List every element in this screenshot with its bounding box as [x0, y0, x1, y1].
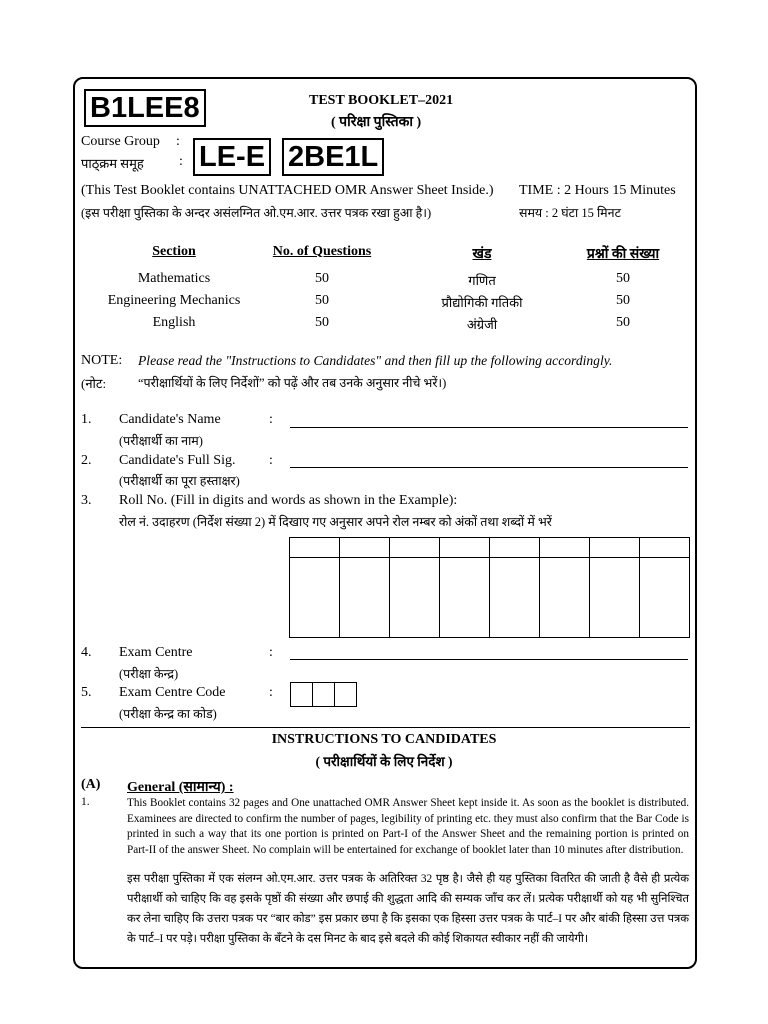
course-group-colon-hindi: :: [179, 154, 183, 169]
instruction-1-text-hindi: इस परीक्षा पुस्तिका में एक संलग्न ओ.एम.आर. उत्तर पत्रक के अतिरिक्त 32 पृष्ठ है। जैसे ही यह पुस्तिका वितरित की जाती है वैसे ही प्रत्येक परीक्षार्थी को चाहिए कि वह इसके पृष्ठों की संख्या और छपाई की शुद्धता आदि की सम्यक जाँच कर लें। प्रत्येक परीक्षार्थी को यह भी सुनिश्चित कर लेना चाहिए कि उत्तरा पत्रक पर “बार कोड” इस प्रकार छपा है कि इसका एक हिस्सा उत्तर पत्रक के पार्ट–I पर और बांकी हिस्सा उत्त पत्रक के पार्ट–I पर पड़े। परीक्षा पुस्तिका के बँटने के दस मिनट के बाद इसे बदले की कोई शिकायत स्वीकार नहीं की जायेगी।: [127, 873, 689, 945]
roll-digit-cell[interactable]: [340, 538, 390, 558]
section-a-title: General (सामान्य) :: [127, 780, 234, 795]
roll-digit-cell[interactable]: [540, 538, 590, 558]
instruction-1-number: 1.: [81, 796, 90, 808]
roll-word-cell[interactable]: [590, 558, 640, 638]
sections-row-1-questions: 50: [315, 271, 329, 286]
sections-row-1-prashn: 50: [616, 271, 630, 286]
note-label: NOTE:: [81, 353, 123, 368]
sections-row-2-questions: 50: [315, 293, 329, 308]
centre-code-cell[interactable]: [291, 683, 313, 707]
field-5-number: 5.: [81, 685, 92, 700]
field-1-number: 1.: [81, 412, 92, 427]
roll-word-cell[interactable]: [290, 558, 340, 638]
roll-digit-cell[interactable]: [490, 538, 540, 558]
field-5-colon: :: [269, 685, 273, 700]
roll-word-cell[interactable]: [540, 558, 590, 638]
roll-digit-cell[interactable]: [640, 538, 690, 558]
sections-row-3-questions: 50: [315, 315, 329, 330]
candidate-signature-field[interactable]: [290, 467, 688, 468]
roll-word-cell[interactable]: [440, 558, 490, 638]
course-group-colon: :: [176, 134, 180, 149]
field-4-number: 4.: [81, 645, 92, 660]
time-label-hindi: समय : 2 घंटा 15 मिनट: [519, 206, 621, 220]
sections-row-2-prashn: 50: [616, 293, 630, 308]
field-2-colon: :: [269, 453, 273, 468]
sections-header-prashn: प्रश्नों की संख्या: [586, 247, 660, 262]
sections-row-1-section: Mathematics: [137, 271, 211, 286]
field-5-label: Exam Centre Code: [119, 685, 226, 700]
field-3-label: Roll No. (Fill in digits and words as shown in the Example):: [119, 493, 458, 508]
sections-row-2-khand: प्रौद्योगिकी गतिकी: [441, 295, 523, 310]
course-code-1: LE-E: [193, 138, 271, 176]
time-label: TIME : 2 Hours 15 Minutes: [519, 183, 676, 198]
note-text-hindi: “परीक्षार्थियों के लिए निर्देशों” को पढ़ें और तब उनके अनुसार नीचे भरें।): [138, 376, 447, 390]
exam-centre-field[interactable]: [290, 659, 688, 660]
omr-note: (This Test Booklet contains UNATTACHED OMR Answer Sheet Inside.): [81, 183, 494, 198]
roll-digit-cell[interactable]: [590, 538, 640, 558]
field-2-number: 2.: [81, 453, 92, 468]
course-group-label: Course Group: [81, 134, 160, 149]
section-a-label: (A): [81, 777, 101, 792]
sections-header-section: Section: [152, 244, 196, 259]
note-label-hindi: (नोट:: [81, 376, 107, 391]
roll-digit-cell[interactable]: [390, 538, 440, 558]
sections-header-khand: खंड: [472, 247, 492, 262]
field-2-label: Candidate's Full Sig.: [119, 453, 236, 468]
sections-row-2-section: Engineering Mechanics: [107, 293, 241, 308]
field-1-label-hindi: (परीक्षार्थी का नाम): [119, 434, 203, 448]
course-code-2: 2BE1L: [282, 138, 384, 176]
instructions-title: INSTRUCTIONS TO CANDIDATES: [271, 732, 497, 747]
roll-word-cell[interactable]: [390, 558, 440, 638]
roll-word-cell[interactable]: [640, 558, 690, 638]
instruction-1-text: This Booklet contains 32 pages and One unattached OMR Answer Sheet kept inside it. As soon as the booklet is distributed. Examinees are directed to confirm the number of pages, legibility of printing etc. they must also confirm that the Bar Code is printed in such a way that its one portion is printed on Part-I of the Answer Sheet and the remaining portion is printed on Part-II of the answer Sheet. No complain will be entertained for exchange of booklet later than 10 minutes after distribution.: [127, 797, 689, 856]
field-5-label-hindi: (परीक्षा केन्द्र का कोड): [119, 707, 217, 721]
field-1-label: Candidate's Name: [119, 412, 221, 427]
field-1-colon: :: [269, 412, 273, 427]
centre-code-cell[interactable]: [335, 683, 357, 707]
sections-row-3-prashn: 50: [616, 315, 630, 330]
sections-row-3-khand: अंग्रेजी: [466, 317, 498, 332]
booklet-title: TEST BOOKLET–2021: [309, 93, 454, 108]
roll-digit-cell[interactable]: [440, 538, 490, 558]
note-text: Please read the "Instructions to Candidates" and then fill up the following accordingly.: [138, 353, 613, 368]
field-4-label-hindi: (परीक्षा केन्द्र): [119, 667, 179, 681]
exam-centre-code-grid: [290, 682, 357, 707]
field-3-number: 3.: [81, 493, 92, 508]
instructions-title-hindi: ( परीक्षार्थियों के लिए निर्देश ): [315, 754, 453, 769]
field-3-label-hindi: रोल नं. उदाहरण (निर्देश संख्या 2) में दिखाए गए अनुसार अपने रोल नम्बर को अंकों तथा शब्दों में भरें: [119, 515, 552, 529]
candidate-name-field[interactable]: [290, 427, 688, 428]
roll-word-cell[interactable]: [490, 558, 540, 638]
booklet-code: B1LEE8: [84, 89, 206, 127]
field-2-label-hindi: (परीक्षार्थी का पूरा हस्ताक्षर): [119, 474, 240, 488]
booklet-title-hindi: ( परिक्षा पुस्तिका ): [331, 115, 422, 130]
field-4-label: Exam Centre: [119, 645, 193, 660]
field-4-colon: :: [269, 645, 273, 660]
roll-word-cell[interactable]: [340, 558, 390, 638]
section-divider: [81, 727, 690, 728]
roll-number-grid: [289, 537, 690, 638]
sections-row-1-khand: गणित: [468, 273, 496, 288]
omr-note-hindi: (इस परीक्षा पुस्तिका के अन्दर असंलग्नित ओ.एम.आर. उत्तर पत्रक रखा हुआ है।): [81, 206, 432, 220]
course-group-label-hindi: पाठ्क्रम समूह: [81, 156, 144, 171]
sections-header-questions: No. of Questions: [272, 244, 372, 259]
centre-code-cell[interactable]: [313, 683, 335, 707]
roll-digit-cell[interactable]: [290, 538, 340, 558]
sections-row-3-section: English: [152, 315, 196, 330]
